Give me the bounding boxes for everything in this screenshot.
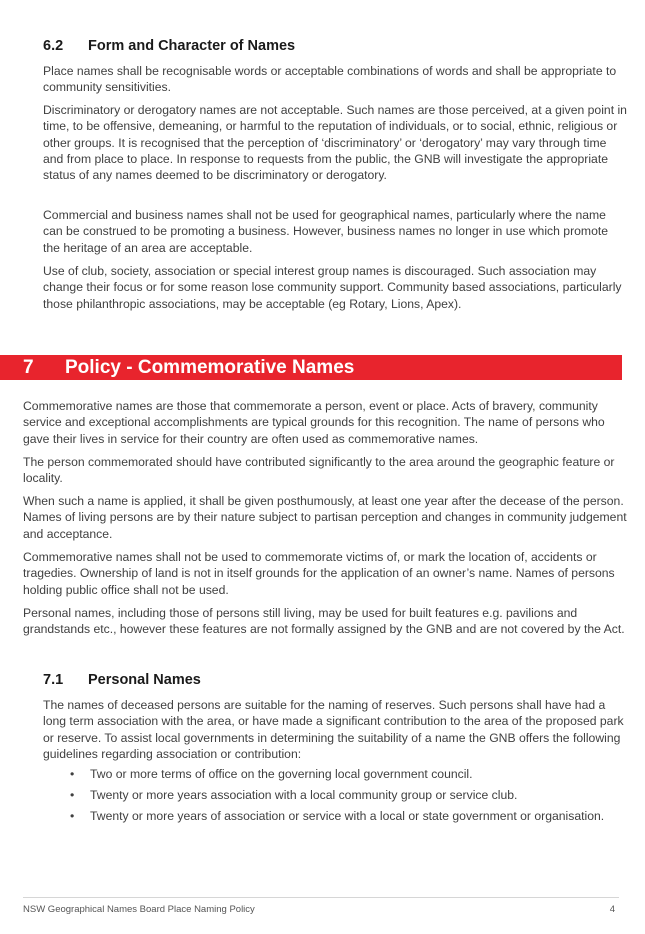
section-7-paragraph-5: Personal names, including those of persons still living, may be used for built features e.g. pavilions and grandstands etc., however these features are not formally assigned by the GNB and are not covered by the Act.: [23, 606, 625, 637]
page-number: 4: [609, 904, 615, 915]
section-7-1-title: Personal Names: [88, 672, 201, 688]
section-7-title: Policy - Commemorative Names: [65, 357, 355, 378]
section-7-paragraph-2: The person commemorated should have contributed significantly to the area around the geographic feature or locality.: [23, 455, 615, 486]
section-7-heading-band: [0, 355, 622, 380]
section-6-2-paragraph-3: Commercial and business names shall not be used for geographical names, particularly where the name can be construed to be promoting a business. However, business names no longer in use which promote the heritage of an area are acceptable.: [43, 208, 609, 255]
list-item-text: Twenty or more years of association or service with a local or state government or organisation.: [90, 809, 605, 823]
list-item-text: Twenty or more years association with a local community group or service club.: [90, 788, 518, 802]
footer-title: NSW Geographical Names Board Place Naming Policy: [23, 904, 255, 915]
list-item: [70, 788, 615, 803]
section-6-2-heading: [43, 38, 295, 54]
section-7-1-heading: [43, 672, 201, 688]
list-item: [70, 767, 615, 782]
list-item-text: Two or more terms of office on the governing local government council.: [90, 767, 473, 781]
section-7-paragraph-4: Commemorative names shall not be used to commemorate victims of, or mark the location of, accidents or tragedies. Ownership of land is not in itself grounds for the application of an owner’s name. Names of persons holding public office shall not be used.: [23, 550, 615, 597]
list-item: [70, 809, 615, 824]
section-7-1-number: 7.1: [43, 672, 64, 688]
bullet-icon: •: [70, 767, 75, 781]
section-7-1-paragraph: The names of deceased persons are suitable for the naming of reserves. Such persons shall have had a long term association with the area, or have made a significant contribution to the area of the proposed park or reserve. To assist local governments in determining the suitability of a name the GNB offers the following guidelines regarding association or contribution:: [43, 698, 624, 761]
section-6-2-paragraph-4: Use of club, society, association or special interest group names is discouraged. Such association may change their focus or for some reason lose community support. Community based associations, particularly those philanthropic associations, may be acceptable (eg Rotary, Lions, Apex).: [43, 264, 622, 311]
section-6-2-title: Form and Character of Names: [88, 38, 296, 54]
section-7-paragraph-3: When such a name is applied, it shall be given posthumously, at least one year after the decease of the person. Names of living persons are by their nature subject to partisan perception and changes in community judgement and acceptance.: [23, 494, 627, 541]
guidelines-bullet-list: [70, 767, 615, 830]
section-7-paragraph-1: Commemorative names are those that commemorate a person, event or place. Acts of bravery, community service and exceptional accomplishments are typical grounds for this recognition. The name of persons who gave their lives in service for their country are often used as commemorative names.: [23, 399, 605, 446]
section-6-2-paragraph-1: Place names shall be recognisable words or acceptable combinations of words and shall be appropriate to community sensitivities.: [43, 64, 617, 95]
section-7-number: 7: [23, 357, 34, 378]
bullet-icon: •: [70, 788, 75, 802]
section-6-2-number: 6.2: [43, 38, 64, 54]
bullet-icon: •: [70, 809, 75, 823]
footer-divider: [23, 897, 619, 898]
section-6-2-paragraph-2: Discriminatory or derogatory names are not acceptable. Such names are those perceived, at a given point in time, to be offensive, demeaning, or harmful to the reputation of individuals, or to social, ethnic, religious or other groups. It is recognised that the perception of ‘discriminatory’ or ‘derogatory’ may vary through time and from place to place. In response to requests from the public, the GNB will investigate the appropriate status of any names deemed to be discriminatory or derogatory.: [43, 103, 627, 183]
